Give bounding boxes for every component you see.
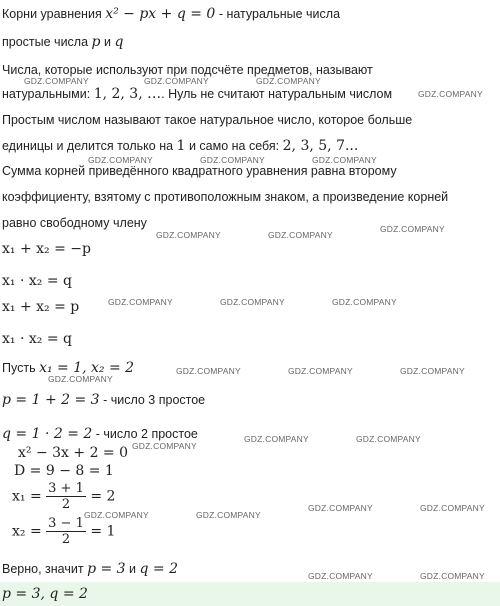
eq-quadratic: x² − 3x + 2 = 0 [18,445,129,461]
watermark: GDZ.COMPANY [312,155,377,165]
line-p-value [2,392,205,408]
eq-product: x₁ · x₂ = q [2,273,72,289]
text: - число 2 простое [95,427,198,441]
watermark: GDZ.COMPANY [308,503,373,513]
numbers: 2, 3, 5, 7... [282,138,359,154]
text: Пусть [2,361,36,375]
eq-sum-neg: x₁ + x₂ = −p [2,241,91,257]
watermark: GDZ.COMPANY [88,155,153,165]
watermark: GDZ.COMPANY [244,434,309,444]
text: и [129,562,137,576]
line-roots [2,6,340,22]
text: единицы и делится только на [2,139,174,153]
watermark: GDZ.COMPANY [400,366,465,376]
text: и [104,35,111,49]
fraction [46,481,86,512]
text: - натуральные числа [218,7,341,21]
watermark: GDZ.COMPANY [332,297,397,307]
watermark: GDZ.COMPANY [176,366,241,376]
q-value: q = 2 [139,561,179,577]
watermark: GDZ.COMPANY [420,503,485,513]
watermark: GDZ.COMPANY [268,230,333,240]
result: = 1 [90,523,116,540]
numbers: 1, 2, 3, … [93,86,162,102]
watermark: GDZ.COMPANY [220,297,285,307]
eq-discriminant: D = 9 − 8 = 1 [14,463,114,479]
equation: p = 1 + 2 = 3 [2,392,100,408]
equation: x² − px + q = 0 [105,6,216,22]
watermark: GDZ.COMPANY [420,571,485,581]
text: . Нуль не считают натуральным числом [161,87,393,101]
equation: x₁ = 1, x₂ = 2 [39,360,135,376]
text: натуральными: [2,87,91,101]
line-prime-def-2 [2,138,358,154]
p-value: p = 3 [87,561,126,577]
answer-text: p = 3, q = 2 [2,586,88,602]
text: Корни уравнения [2,7,102,21]
line-vieta-3: равно свободному члену [2,216,147,230]
watermark: GDZ.COMPANY [356,434,421,444]
var-q: q [114,34,124,50]
eq-x1 [12,481,115,512]
watermark: GDZ.COMPANY [256,76,321,86]
numerator: 3 + 1 [48,481,84,496]
var-p: p [91,34,101,50]
result: = 2 [90,488,116,505]
equation: q = 1 · 2 = 2 [2,426,93,442]
watermark: GDZ.COMPANY [132,441,197,451]
lhs: x₁ = [12,488,42,505]
text: и само на себя: [188,139,280,153]
line-prime-def: Простым числом называют такое натуральное число, которое больше [2,113,413,127]
watermark: GDZ.COMPANY [108,297,173,307]
eq-sum: x₁ + x₂ = p [2,299,80,315]
line-vieta-1: Сумма корней приведённого квадратного уравнения равна второму [2,164,397,178]
watermark: GDZ.COMPANY [418,89,483,99]
watermark: GDZ.COMPANY [196,510,261,520]
line-vieta-2: коэффициенту, взятому с противоположным знаком, а произведение корней [2,190,449,204]
fraction [46,516,86,547]
numerator: 3 − 1 [48,516,84,531]
watermark: GDZ.COMPANY [288,366,353,376]
watermark: GDZ.COMPANY [156,230,221,240]
text: - число 3 простое [103,393,206,407]
eq-x2 [12,516,115,547]
answer-box [0,582,500,606]
watermark: GDZ.COMPANY [200,155,265,165]
watermark: GDZ.COMPANY [84,510,149,520]
lhs: x₂ = [12,523,42,540]
line-primes [2,34,123,50]
line-q-value [2,426,198,442]
line-natural-list [2,86,392,102]
watermark: GDZ.COMPANY [24,76,89,86]
line-natural-def: Числа, которые используют при подсчёте предметов, называют [2,63,373,77]
number: 1 [176,138,186,154]
text: Верно, значит [2,562,84,576]
denominator: 2 [61,532,71,547]
denominator: 2 [61,497,71,512]
eq-product-2: x₁ · x₂ = q [2,331,72,347]
watermark: GDZ.COMPANY [48,374,113,384]
watermark: GDZ.COMPANY [308,571,373,581]
watermark: GDZ.COMPANY [380,224,445,234]
line-conclusion [2,561,178,577]
watermark: GDZ.COMPANY [144,76,209,86]
text: простые числа [2,35,89,49]
